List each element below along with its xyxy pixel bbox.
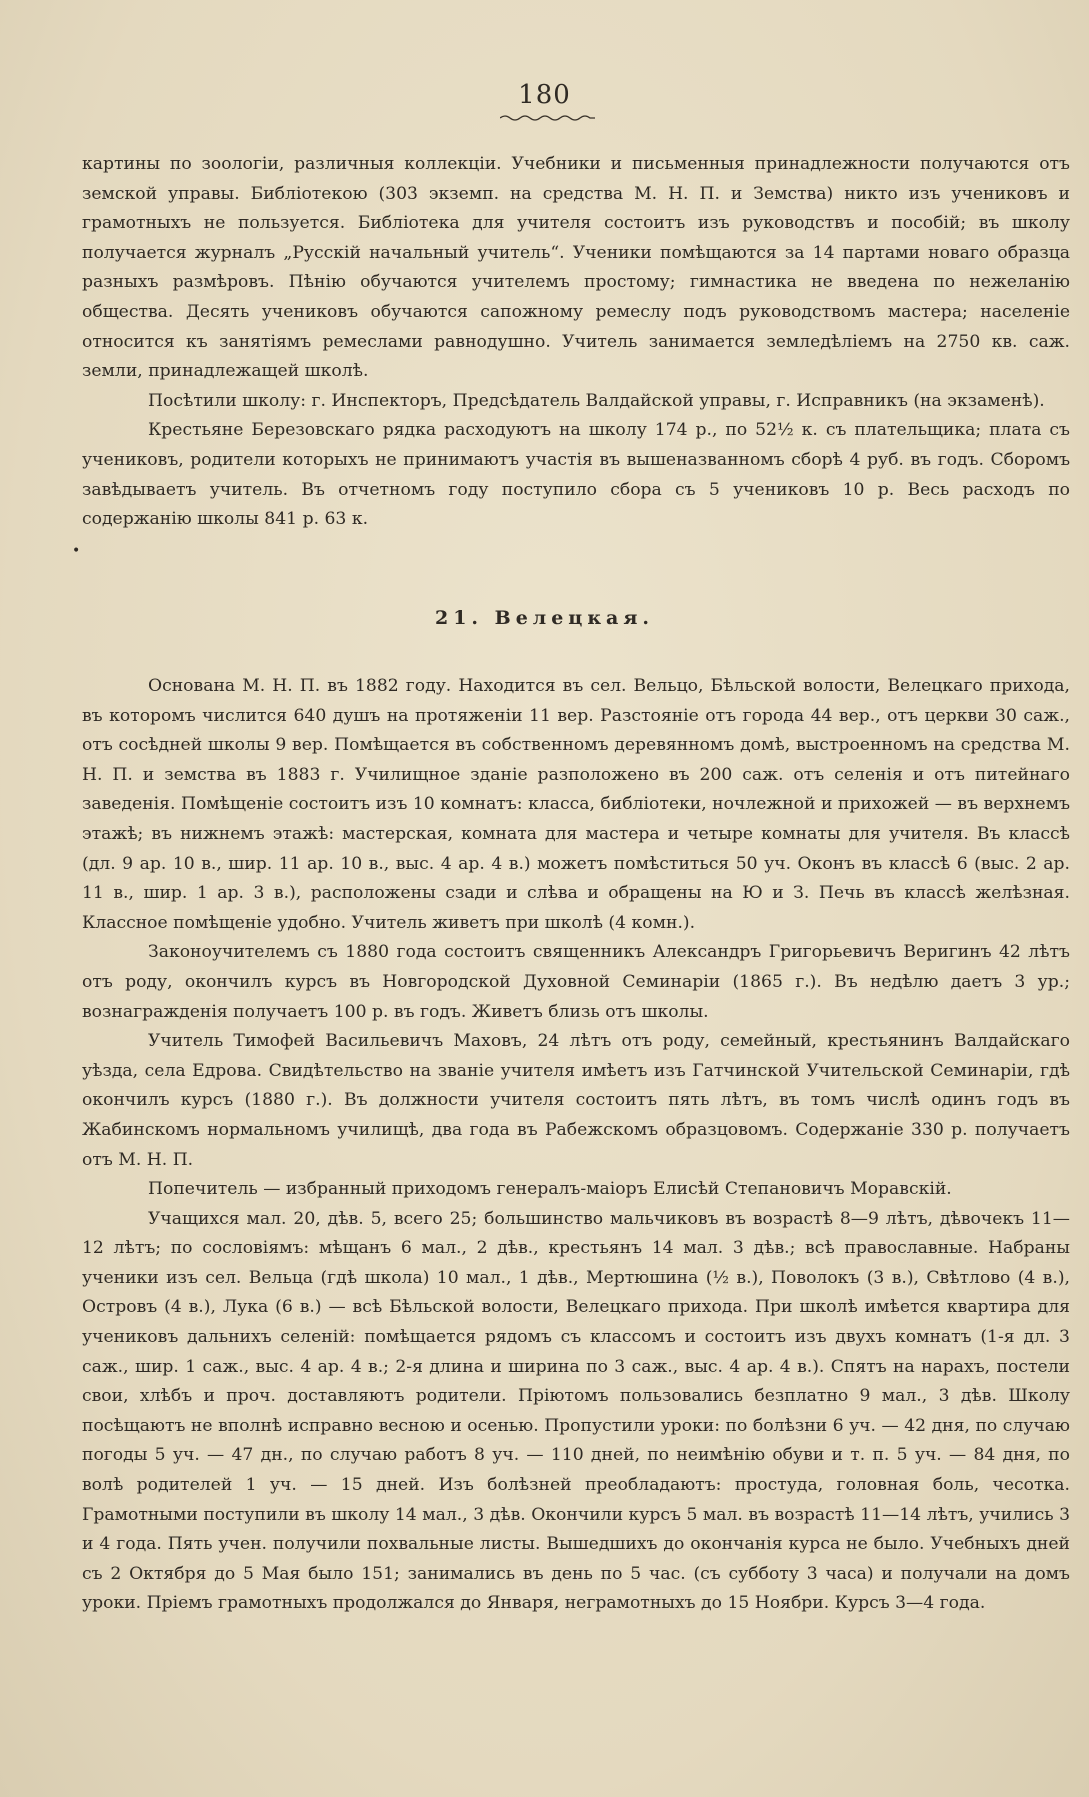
paragraph: картины по зоологіи, различныя коллекціи. Учебники и письменныя принадлежности получаются отъ земской управы. Библіотекою (303 экземп. на средства М. Н. П. и Земства) никто изъ учениковъ и грамотныхъ не пользуется. Библіотека для учителя состоитъ изъ руководствъ и пособій; въ школу получается журналъ „Русскій начальный учитель“. Ученики помѣщаются за 14 партами новаго образца разныхъ размѣровъ. Пѣнію обучаются учителемъ простому; гимнастика не введена по нежеланію общества. Десять учениковъ обучаются сапожному ремеслу подъ руководствомъ мастера; населеніе относится къ занятіямъ ремеслами равнодушно. Учитель занимается земледѣліемъ на 2750 кв. саж. земли, принадлежащей школѣ. [82, 154, 1070, 382]
paragraph: Основана М. Н. П. въ 1882 году. Находится въ сел. Вельцо, Бѣльской волости, Велецкаго прихода, въ которомъ числится 640 душъ на протяженіи 11 вер. Разстояніе отъ города 44 вер., отъ церкви 30 саж., отъ сосѣдней школы 9 вер. Помѣщается въ собственномъ деревянномъ домѣ, выстроенномъ на средства М. Н. П. и земства въ 1883 г. Училищное зданіе разположено въ 200 саж. отъ селенія и отъ питейнаго заведенія. Помѣщеніе состоитъ изъ 10 комнатъ: класса, библіотеки, ночлежной и прихожей — въ верхнемъ этажѣ; въ нижнемъ этажѣ: мастерская, комната для мастера и четыре комнаты для учителя. Въ классѣ (дл. 9 ар. 10 в., шир. 11 ар. 10 в., выс. 4 ар. 4 в.) можетъ помѣститься 50 уч. Оконъ въ классѣ 6 (выс. 2 ар. 11 в., шир. 1 ар. 3 в.), расположены сзади и слѣва и обращены на Ю и З. Печь въ классѣ желѣзная. Классное помѣщеніе удобно. Учитель живетъ при школѣ (4 комн.). [82, 676, 1070, 933]
margin-dot-icon: • [72, 543, 81, 559]
paragraph: Учащихся мал. 20, дѣв. 5, всего 25; большинство мальчиковъ въ возрастѣ 8—9 лѣтъ, дѣвочекъ 11—12 лѣтъ; по сословіямъ: мѣщанъ 6 мал., 2 дѣв., крестьянъ 14 мал. 3 дѣв.; всѣ православные. Набраны ученики изъ сел. Вельца (гдѣ школа) 10 мал., 1 дѣв., Мертюшина (½ в.), Поволокъ (3 в.), Свѣтлово (4 в.), Островъ (4 в.), Лука (6 в.) — всѣ Бѣльской волости, Велецкаго прихода. При школѣ имѣется квартира для учениковъ дальнихъ селеній: помѣщается рядомъ съ классомъ и состоитъ изъ двухъ комнатъ (1-я дл. 3 саж., шир. 1 саж., выс. 4 ар. 4 в.; 2-я длина и ширина по 3 саж., выс. 4 ар. 4 в.). Спятъ на нарахъ, постели свои, хлѣбъ и проч. доставляютъ родители. Пріютомъ пользовались безплатно 9 мал., 3 дѣв. Школу посѣщаютъ не вполнѣ исправно весною и осенью. Пропустили уроки: по болѣзни 6 уч. — 42 дня, по случаю погоды 5 уч. — 47 дн., по случаю работъ 8 уч. — 110 дней, по неимѣнію обуви и т. п. 5 уч. — 84 дня, по волѣ родителей 1 уч. — 15 дней. Изъ болѣзней преобладаютъ: простуда, головная боль, чесотка. Грамотными поступили въ школу 14 мал., 3 дѣв. Окончили курсъ 5 мал. въ возрастѣ 11—14 лѣтъ, учились 3 и 4 года. Пять учен. получили похвальные листы. Вышедшихъ до окончанія курса не было. Учебныхъ дней съ 2 Октября до 5 Мая было 151; занимались въ день по 5 час. (съ субботу 3 часа) и получали на домъ уроки. Пріемъ грамотныхъ продолжался до Января, неграмотныхъ до 15 Ноябри. Курсъ 3—4 года. [82, 1208, 1070, 1614]
section-veletskaya-text [82, 672, 1070, 1619]
paragraph: Учитель Тимофей Васильевичъ Маховъ, 24 лѣтъ отъ роду, семейный, крестьянинъ Валдайскаго уѣзда, села Едрова. Свидѣтельство на званіе учителя имѣетъ изъ Гатчинской Учительской Семинаріи, гдѣ окончилъ курсъ (1880 г.). Въ должности учителя состоитъ пять лѣтъ, въ томъ числѣ одинъ годъ въ Жабинскомъ нормальномъ училищѣ, два года въ Рабежскомъ образцовомъ. Содержаніе 330 р. получаетъ отъ М. Н. П. [82, 1031, 1070, 1170]
paragraph: Законоучителемъ съ 1880 года состоитъ священникъ Александръ Григорьевичъ Веригинъ 42 лѣтъ отъ роду, окончилъ курсъ въ Новгородской Духовной Семинаріи (1865 г.). Въ недѣлю даетъ 3 ур.; вознагражденія получаетъ 100 р. въ годъ. Живетъ близь отъ школы. [82, 942, 1070, 1022]
paragraph: Посѣтили школу: г. Инспекторъ, Предсѣдатель Валдайской управы, г. Исправникъ (на экзаменѣ). [148, 390, 1045, 411]
paragraph: Попечитель — избранный приходомъ генералъ-маіоръ Елисѣй Степановичъ Моравскій. [148, 1179, 952, 1200]
wavy-ornament-icon [500, 113, 595, 123]
paragraph: Крестьяне Березовскаго рядка расходуютъ на школу 174 р., по 52½ к. съ плательщика; плата съ учениковъ, родители которыхъ не принимаютъ участія въ вышеназванномъ сборѣ 4 руб. въ годъ. Сборомъ завѣдываетъ учитель. Въ отчетномъ году поступило сбора съ 5 учениковъ 10 р. Весь расходъ по содержанію школы 841 р. 63 к. [82, 420, 1070, 530]
page-number: 180 [518, 80, 571, 110]
section-heading: 21. Велецкая. [434, 607, 655, 629]
section-previous-school-text [82, 150, 1070, 535]
